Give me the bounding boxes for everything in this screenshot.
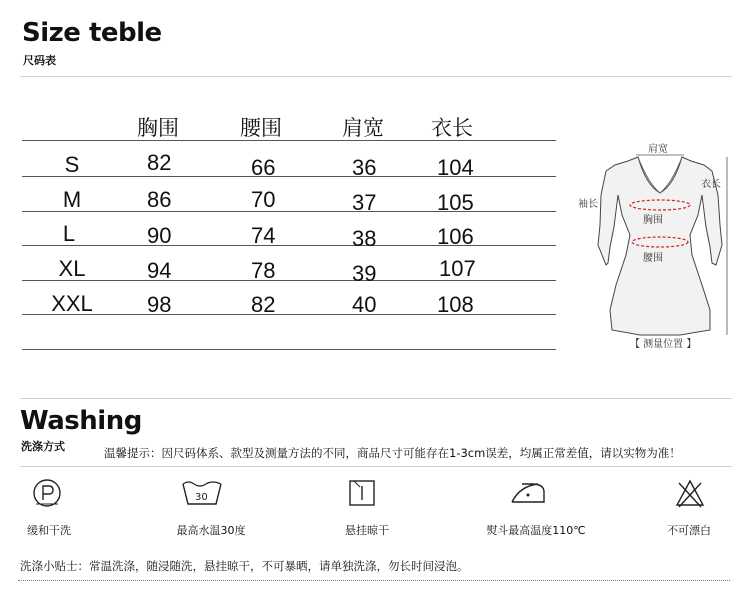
bust-value: 86 — [147, 187, 172, 212]
shoulder-value: 36 — [352, 155, 377, 180]
row-size: M — [62, 187, 82, 212]
wash-temp-text: 30 — [195, 492, 208, 503]
notice-divider — [20, 466, 732, 467]
row-size: S — [64, 152, 80, 177]
header-bust: 胸围 — [137, 116, 179, 140]
bottom-divider — [18, 580, 730, 581]
care-label: 最高水温30度 — [176, 524, 246, 537]
size-table-title: Size teble — [22, 18, 162, 48]
waist-value: 66 — [251, 155, 276, 180]
size-notice: 温馨提示：因尺码体系、款型及测量方法的不同，商品尺寸可能存在1-3cm误差，均属正常差值，请以实物为准！ — [104, 446, 681, 460]
row-size: XL — [58, 256, 86, 281]
header-waist: 腰围 — [240, 116, 282, 140]
waist-label: 腰围 — [643, 253, 663, 264]
header-divider — [20, 76, 732, 77]
wash-30-icon — [180, 478, 224, 508]
hang-dry-icon — [348, 478, 376, 508]
shoulder-value: 40 — [352, 292, 377, 317]
length-value: 106 — [437, 224, 474, 249]
size-table-subtitle: 尺码表 — [23, 54, 56, 67]
waist-value: 74 — [251, 223, 276, 248]
dress-measurement-diagram — [570, 135, 745, 355]
washing-title: Washing — [20, 406, 142, 436]
shoulder-value: 37 — [352, 190, 377, 215]
header-shoulder: 肩宽 — [342, 116, 384, 140]
length-value: 108 — [437, 292, 474, 317]
row-size: XXL — [51, 291, 93, 316]
care-label: 熨斗最高温度110℃ — [486, 524, 586, 537]
bust-value: 90 — [147, 223, 172, 248]
no-bleach-icon — [675, 478, 705, 508]
waist-value: 82 — [251, 292, 276, 317]
shoulder-value: 39 — [352, 261, 377, 286]
length-value: 107 — [439, 256, 476, 281]
section-divider — [20, 398, 732, 399]
care-label: 不可漂白 — [667, 524, 711, 537]
sleeve-label: 袖长 — [578, 199, 598, 210]
diagram-caption: 【 测量位置 】 — [630, 339, 697, 350]
dry-clean-icon — [32, 478, 62, 508]
bust-value: 98 — [147, 292, 172, 317]
washing-tips: 洗涤小贴士：常温洗涤，随浸随洗，悬挂晾干，不可暴晒，请单独洗涤，勿长时间浸泡。 — [20, 559, 469, 573]
table-line — [22, 349, 556, 350]
header-length: 衣长 — [431, 116, 473, 140]
care-label: 缓和干洗 — [27, 524, 71, 537]
shoulder-value: 38 — [352, 226, 377, 251]
length-value: 104 — [437, 155, 474, 180]
waist-value: 70 — [251, 187, 276, 212]
washing-subtitle: 洗涤方式 — [21, 440, 65, 453]
length-label: 衣长 — [701, 179, 721, 190]
bust-label: 胸围 — [643, 215, 663, 226]
length-value: 105 — [437, 190, 474, 215]
care-label: 悬挂晾干 — [345, 524, 389, 537]
bust-value: 94 — [147, 258, 172, 283]
table-line — [22, 140, 556, 141]
iron-icon — [508, 478, 548, 508]
row-size: L — [62, 221, 76, 246]
shoulder-label: 肩宽 — [648, 144, 668, 155]
waist-value: 78 — [251, 258, 276, 283]
bust-value: 82 — [147, 150, 172, 175]
